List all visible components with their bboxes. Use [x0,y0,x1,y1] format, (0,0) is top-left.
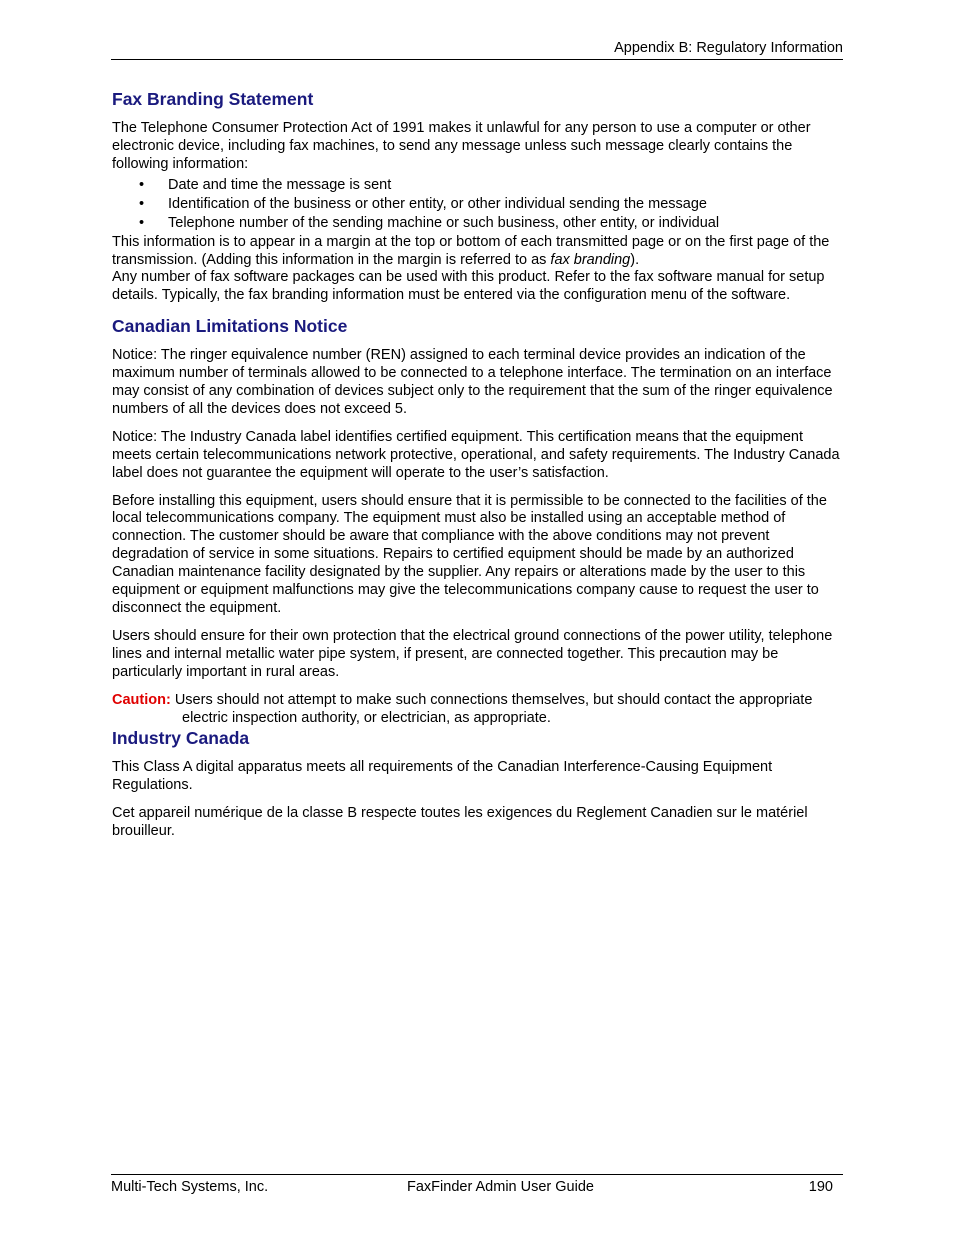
grounding-paragraph: Users should ensure for their own protection that the electrical ground connections of the power utility, telephone lines and internal metallic water pipe system, if present, are connected together. This precaution may be particularly important in rural areas. [112,627,833,680]
canadian-limitations-heading: Canadian Limitations Notice [112,316,348,337]
page-content [112,88,844,851]
fax-branding-heading: Fax Branding Statement [112,89,314,109]
para2-text-start: This information is to appear in a margin at the top or bottom of each transmitted page or on the first page of the transmission. (Adding this information in the margin is referred to as [112,233,830,268]
header-title: Appendix B: Regulatory Information [614,40,843,56]
fax-branding-paragraph-3: Any number of fax software packages can be used with this product. Refer to the fax software manual for setup details. Typically, the fax branding information must be entered via the configuration menu of the software. [112,269,825,304]
fax-branding-term: fax branding [550,251,631,268]
caution-text: Users should not attempt to make such connections themselves, but should contact the appropriate electric inspection authority, or electrician, as appropriate. [170,691,813,726]
list-item: • Date and time the message is sent [112,176,844,195]
para2-text-end: ). [630,251,640,268]
footer-guide-title: FaxFinder Admin User Guide [407,1179,594,1195]
french-paragraph: Cet appareil numérique de la classe B respecte toutes les exigences du Reglement Canadien sur le matériel brouilleur. [112,805,808,840]
ren-notice-paragraph: Notice: The ringer equivalence number (REN) assigned to each terminal device provides an indication of the maximum number of terminals allowed to be connected to a telephone interface. The termination on an interface may consist of any combination of devices subject only to the requirement that the sum of the ringer equivalence numbers of all the devices does not exceed 5. [112,347,833,417]
industry-canada-label-paragraph: Notice: The Industry Canada label identifies certified equipment. This certification means that the equipment meets certain telecommunications network protective, operational, and safety requirements. The Industry Canada label does not guarantee the equipment will operate to the user’s satisfaction. [112,428,840,481]
list-item: • Identification of the business or other entity, or other individual sending the message [112,195,844,214]
class-a-paragraph: This Class A digital apparatus meets all requirements of the Canadian Interference-Causing Equipment Regulations. [112,759,773,794]
footer-company: Multi-Tech Systems, Inc. [111,1179,269,1195]
list-item: • Telephone number of the sending machine or such business, other entity, or individual [112,214,844,233]
fax-branding-paragraph-2 [112,234,844,270]
page-number: 190 [808,1179,833,1195]
caution-note [112,692,844,728]
page-header [111,38,843,60]
caution-label: Caution: [112,691,171,708]
fax-branding-intro: The Telephone Consumer Protection Act of 1991 makes it unlawful for any person to use a computer or other electronic device, including fax machines, to send any message unless such message clearly contains the following information: [112,120,811,172]
installation-paragraph: Before installing this equipment, users should ensure that it is permissible to be connected to the facilities of the local telecommunications company. The equipment must also be installed using an acceptable method of connection. The customer should be aware that compliance with the above conditions may not prevent degradation of service in some situations. Repairs to certified equipment should be made by an authorized Canadian maintenance facility designated by the supplier. Any repairs or alterations made by the user to this equipment or equipment malfunctions may give the telecommunications company cause to request the user to disconnect the equipment. [112,492,827,617]
fax-branding-list [112,176,844,234]
page-footer [111,1174,843,1197]
industry-canada-heading: Industry Canada [112,728,250,749]
